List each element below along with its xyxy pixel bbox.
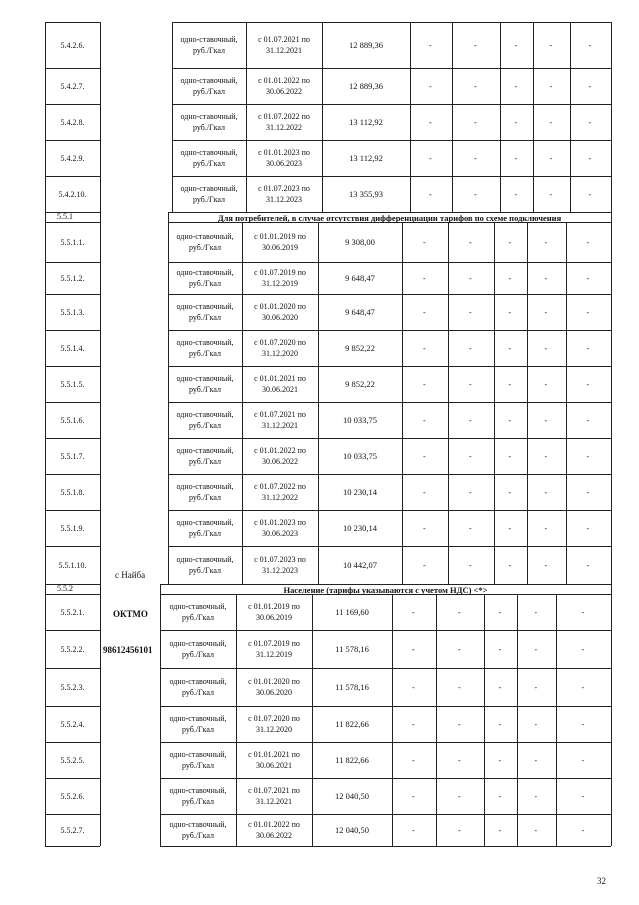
tariff-price: 13 112,92 (349, 153, 383, 163)
section-line (611, 212, 612, 222)
tariff-type: одно-ставочный, руб./Гкал (176, 518, 234, 538)
table-column-line (533, 22, 534, 212)
empty-value-dash: - (544, 524, 548, 533)
row-number: 5.4.2.9. (60, 154, 85, 163)
tariff-period: с 01.07.2020 по 31.12.2020 (254, 338, 306, 358)
tariff-price: 11 822,66 (335, 755, 369, 765)
empty-value-dash: - (469, 308, 472, 317)
empty-value-dash: - (534, 792, 538, 801)
row-number: 5.5.2.7. (60, 826, 85, 835)
table-column-line (556, 594, 557, 846)
tariff-price: 10 033,75 (343, 415, 377, 425)
tariff-type: одно-ставочный, руб./Гкал (180, 112, 238, 132)
table-row-line (172, 22, 611, 23)
empty-value-dash: - (588, 118, 592, 127)
row-number: 5.5.2.6. (60, 792, 85, 801)
empty-value-dash: - (469, 274, 472, 283)
tariff-period: с 01.07.2021 по 31.12.2021 (254, 410, 306, 430)
table-column-line (448, 222, 449, 584)
tariff-type: одно-ставочный, руб./Гкал (169, 786, 227, 806)
table-row-line (172, 176, 611, 177)
empty-value-dash: - (549, 190, 553, 199)
empty-value-dash: - (423, 344, 426, 353)
tariff-price: 10 033,75 (343, 451, 377, 461)
empty-value-dash: - (586, 488, 590, 497)
empty-value-dash: - (544, 274, 548, 283)
empty-value-dash: - (544, 561, 548, 570)
number-row-line (45, 510, 100, 511)
empty-value-dash: - (423, 524, 426, 533)
row-number: 5.5.1.9. (60, 524, 85, 533)
tariff-period: с 01.01.2022 по 30.06.2022 (254, 446, 306, 466)
tariff-price: 12 040,50 (335, 791, 369, 801)
tariff-price: 13 355,93 (349, 189, 383, 199)
tariff-price: 9 308,00 (345, 237, 375, 247)
tariff-type: одно-ставочный, руб./Гкал (169, 639, 227, 659)
empty-value-dash: - (423, 488, 426, 497)
tariff-type: одно-ставочный, руб./Гкал (176, 302, 234, 322)
empty-value-dash: - (412, 792, 415, 801)
row-number: 5.5.2.3. (60, 683, 85, 692)
empty-value-dash: - (508, 488, 512, 497)
empty-value-dash: - (534, 683, 538, 692)
empty-value-dash: - (508, 416, 512, 425)
number-row-line (45, 262, 100, 263)
empty-value-dash: - (429, 154, 432, 163)
tariff-period: с 01.01.2023 по 30.06.2023 (258, 148, 310, 168)
row-number: 5.5.1.8. (60, 488, 85, 497)
tariff-period: с 01.01.2020 по 30.06.2020 (254, 302, 306, 322)
empty-value-dash: - (581, 683, 585, 692)
empty-value-dash: - (581, 720, 585, 729)
empty-value-dash: - (423, 308, 426, 317)
tariff-type: одно-ставочный, руб./Гкал (169, 602, 227, 622)
table-column-line (436, 594, 437, 846)
tariff-period: с 01.07.2021 по 31.12.2021 (248, 786, 300, 806)
empty-value-dash: - (498, 756, 502, 765)
empty-value-dash: - (549, 82, 553, 91)
table-column-line (500, 22, 501, 212)
empty-value-dash: - (586, 274, 590, 283)
section-title: Для потребителей, в случае отсутствия дифференциации тарифов по схеме подключения (217, 213, 562, 223)
empty-value-dash: - (586, 380, 590, 389)
empty-value-dash: - (588, 82, 592, 91)
empty-value-dash: - (544, 308, 548, 317)
number-row-line (45, 176, 100, 177)
tariff-period: с 01.07.2023 по 31.12.2023 (258, 184, 310, 204)
row-number: 5.5.1.5. (60, 380, 85, 389)
empty-value-dash: - (458, 683, 461, 692)
row-number: 5.4.2.8. (60, 118, 85, 127)
row-number: 5.4.2.7. (60, 82, 85, 91)
number-row-line (45, 22, 100, 23)
empty-value-dash: - (508, 238, 512, 247)
empty-value-dash: - (469, 488, 472, 497)
tariff-price: 9 852,22 (345, 343, 375, 353)
empty-value-dash: - (586, 524, 590, 533)
empty-value-dash: - (474, 154, 477, 163)
empty-value-dash: - (498, 720, 502, 729)
table-row-line (160, 668, 611, 669)
empty-value-dash: - (429, 82, 432, 91)
empty-value-dash: - (412, 683, 415, 692)
tariff-price: 9 648,47 (345, 273, 375, 283)
empty-value-dash: - (423, 561, 426, 570)
table-row-line (160, 846, 611, 847)
empty-value-dash: - (544, 344, 548, 353)
table-row-line (172, 104, 611, 105)
tariff-period: с 01.07.2021 по 31.12.2021 (258, 35, 310, 55)
section-line (45, 594, 100, 595)
tariff-price: 11 578,16 (335, 644, 369, 654)
side-label-settlement: с Найба (115, 570, 146, 580)
number-row-line (45, 546, 100, 547)
tariff-period: с 01.07.2020 по 31.12.2020 (248, 714, 300, 734)
table-row-line (160, 630, 611, 631)
empty-value-dash: - (544, 238, 548, 247)
tariff-price: 11 822,66 (335, 719, 369, 729)
empty-value-dash: - (498, 826, 502, 835)
empty-value-dash: - (469, 238, 472, 247)
empty-value-dash: - (514, 82, 518, 91)
empty-value-dash: - (423, 416, 426, 425)
number-row-line (45, 140, 100, 141)
empty-value-dash: - (508, 524, 512, 533)
empty-value-dash: - (534, 826, 538, 835)
tariff-type: одно-ставочный, руб./Гкал (176, 374, 234, 394)
row-number: 5.5.1.1. (60, 238, 85, 247)
empty-value-dash: - (544, 452, 548, 461)
empty-value-dash: - (581, 756, 585, 765)
empty-value-dash: - (412, 608, 415, 617)
row-number: 5.5.2.5. (60, 756, 85, 765)
number-row-line (45, 366, 100, 367)
empty-value-dash: - (508, 274, 512, 283)
number-row-line (45, 104, 100, 105)
section-line (45, 222, 100, 223)
empty-value-dash: - (423, 380, 426, 389)
section-line (611, 584, 612, 594)
table-row-line (168, 474, 611, 475)
empty-value-dash: - (581, 608, 585, 617)
empty-value-dash: - (588, 41, 592, 50)
empty-value-dash: - (508, 344, 512, 353)
number-row-line (45, 742, 100, 743)
empty-value-dash: - (498, 792, 502, 801)
page-number: 32 (597, 876, 606, 886)
empty-value-dash: - (514, 118, 518, 127)
empty-value-dash: - (534, 720, 538, 729)
empty-value-dash: - (534, 645, 538, 654)
empty-value-dash: - (498, 608, 502, 617)
number-row-line (45, 778, 100, 779)
tariff-price: 10 442,07 (343, 560, 377, 570)
empty-value-dash: - (508, 380, 512, 389)
number-row-line (45, 474, 100, 475)
number-row-line (45, 438, 100, 439)
table-column-line (527, 222, 528, 584)
empty-value-dash: - (544, 488, 548, 497)
table-row-line (172, 68, 611, 69)
number-row-line (45, 402, 100, 403)
tariff-type: одно-ставочный, руб./Гкал (169, 714, 227, 734)
empty-value-dash: - (474, 118, 477, 127)
row-number: 5.5.2.1. (60, 608, 85, 617)
empty-value-dash: - (412, 645, 415, 654)
table-row-line (168, 294, 611, 295)
empty-value-dash: - (429, 41, 432, 50)
empty-value-dash: - (586, 308, 590, 317)
empty-value-dash: - (458, 645, 461, 654)
empty-value-dash: - (429, 190, 432, 199)
tariff-period: с 01.07.2023 по 31.12.2023 (254, 555, 306, 575)
empty-value-dash: - (549, 41, 553, 50)
section-title: Население (тарифы указываются с учетом НДС) <*> (283, 585, 488, 595)
number-row-line (45, 706, 100, 707)
table-row-line (168, 330, 611, 331)
table-column-line (517, 594, 518, 846)
tariff-period: с 01.01.2021 по 30.06.2021 (254, 374, 306, 394)
number-row-line (45, 630, 100, 631)
tariff-type: одно-ставочный, руб./Гкал (176, 555, 234, 575)
row-number: 5.4.2.6. (60, 41, 85, 50)
table-row-line (168, 366, 611, 367)
empty-value-dash: - (474, 41, 477, 50)
row-number: 5.5.2.4. (60, 720, 85, 729)
tariff-type: одно-ставочный, руб./Гкал (176, 446, 234, 466)
section-number: 5.5.2 (57, 584, 73, 593)
tariff-type: одно-ставочный, руб./Гкал (176, 268, 234, 288)
table-row-line (168, 510, 611, 511)
side-label-oktmo-code: 98612456101 (103, 645, 153, 655)
empty-value-dash: - (586, 344, 590, 353)
empty-value-dash: - (581, 826, 585, 835)
empty-value-dash: - (581, 792, 585, 801)
tariff-period: с 01.01.2021 по 30.06.2021 (248, 750, 300, 770)
number-row-line (45, 668, 100, 669)
tariff-type: одно-ставочный, руб./Гкал (176, 338, 234, 358)
empty-value-dash: - (581, 645, 585, 654)
row-number: 5.5.1.7. (60, 452, 85, 461)
table-column-line (611, 22, 612, 212)
row-number: 5.5.1.2. (60, 274, 85, 283)
tariff-price: 10 230,14 (343, 487, 377, 497)
table-column-line (402, 222, 403, 584)
table-row-line (160, 742, 611, 743)
empty-value-dash: - (412, 826, 415, 835)
tariff-period: с 01.01.2019 по 30.06.2019 (248, 602, 300, 622)
table-row-line (168, 262, 611, 263)
tariff-type: одно-ставочный, руб./Гкал (180, 148, 238, 168)
empty-value-dash: - (588, 154, 592, 163)
empty-value-dash: - (458, 720, 461, 729)
number-row-line (45, 330, 100, 331)
empty-value-dash: - (508, 308, 512, 317)
empty-value-dash: - (469, 524, 472, 533)
tariff-type: одно-ставочный, руб./Гкал (180, 76, 238, 96)
table-column-line (611, 222, 612, 584)
table-row-line (160, 706, 611, 707)
empty-value-dash: - (458, 756, 461, 765)
empty-value-dash: - (412, 756, 415, 765)
side-label-oktmo: ОКТМО (113, 609, 148, 619)
empty-value-dash: - (549, 154, 553, 163)
tariff-type: одно-ставочный, руб./Гкал (169, 820, 227, 840)
table-row-line (160, 778, 611, 779)
tariff-type: одно-ставочный, руб./Гкал (176, 482, 234, 502)
row-number: 5.5.1.6. (60, 416, 85, 425)
number-row-line (45, 68, 100, 69)
empty-value-dash: - (549, 118, 553, 127)
empty-value-dash: - (498, 683, 502, 692)
tariff-type: одно-ставочный, руб./Гкал (180, 35, 238, 55)
table-row-line (168, 546, 611, 547)
empty-value-dash: - (588, 190, 592, 199)
tariff-type: одно-ставочный, руб./Гкал (169, 677, 227, 697)
tariff-price: 12 889,36 (349, 40, 383, 50)
empty-value-dash: - (508, 561, 512, 570)
empty-value-dash: - (586, 452, 590, 461)
empty-value-dash: - (514, 41, 518, 50)
tariff-price: 12 889,36 (349, 81, 383, 91)
empty-value-dash: - (423, 452, 426, 461)
empty-value-dash: - (586, 561, 590, 570)
tariff-type: одно-ставочный, руб./Гкал (180, 184, 238, 204)
empty-value-dash: - (586, 416, 590, 425)
tariff-price: 11 578,16 (335, 682, 369, 692)
number-column-right-border (100, 22, 101, 846)
empty-value-dash: - (469, 344, 472, 353)
number-row-line (45, 294, 100, 295)
tariff-price: 13 112,92 (349, 117, 383, 127)
row-number: 5.5.2.2. (60, 645, 85, 654)
tariff-price: 9 852,22 (345, 379, 375, 389)
section-number: 5.5.1 (57, 212, 73, 221)
tariff-price: 9 648,47 (345, 307, 375, 317)
empty-value-dash: - (544, 416, 548, 425)
empty-value-dash: - (458, 608, 461, 617)
empty-value-dash: - (586, 238, 590, 247)
table-row-line (160, 814, 611, 815)
table-row-line (168, 438, 611, 439)
empty-value-dash: - (469, 452, 472, 461)
tariff-period: с 01.01.2023 по 30.06.2023 (254, 518, 306, 538)
table-column-line (566, 222, 567, 584)
number-row-line (45, 814, 100, 815)
empty-value-dash: - (458, 826, 461, 835)
table-column-line (452, 22, 453, 212)
empty-value-dash: - (534, 608, 538, 617)
tariff-period: с 01.01.2020 по 30.06.2020 (248, 677, 300, 697)
tariff-type: одно-ставочный, руб./Гкал (176, 410, 234, 430)
tariff-period: с 01.01.2022 по 30.06.2022 (258, 76, 310, 96)
empty-value-dash: - (469, 416, 472, 425)
empty-value-dash: - (423, 238, 426, 247)
empty-value-dash: - (412, 720, 415, 729)
tariff-type: одно-ставочный, руб./Гкал (169, 750, 227, 770)
number-row-line (45, 846, 100, 847)
empty-value-dash: - (544, 380, 548, 389)
empty-value-dash: - (458, 792, 461, 801)
table-row-line (168, 402, 611, 403)
tariff-period: с 01.07.2019 по 31.12.2019 (254, 268, 306, 288)
row-number: 5.5.1.3. (60, 308, 85, 317)
empty-value-dash: - (534, 756, 538, 765)
tariff-period: с 01.01.2022 по 30.06.2022 (248, 820, 300, 840)
table-column-line (410, 22, 411, 212)
tariff-price: 12 040,50 (335, 825, 369, 835)
tariff-period: с 01.07.2019 по 31.12.2019 (248, 639, 300, 659)
tariff-period: с 01.07.2022 по 31.12.2022 (254, 482, 306, 502)
empty-value-dash: - (514, 190, 518, 199)
empty-value-dash: - (429, 118, 432, 127)
table-column-line (484, 594, 485, 846)
table-column-line (611, 594, 612, 846)
table-column-line (392, 594, 393, 846)
row-number: 5.4.2.10. (58, 190, 87, 199)
empty-value-dash: - (469, 561, 472, 570)
tariff-price: 11 169,60 (335, 607, 369, 617)
empty-value-dash: - (514, 154, 518, 163)
tariff-period: с 01.07.2022 по 31.12.2022 (258, 112, 310, 132)
empty-value-dash: - (469, 380, 472, 389)
table-column-line (494, 222, 495, 584)
row-number: 5.5.1.10. (58, 561, 87, 570)
table-column-line (570, 22, 571, 212)
row-number: 5.5.1.4. (60, 344, 85, 353)
empty-value-dash: - (498, 645, 502, 654)
empty-value-dash: - (423, 274, 426, 283)
tariff-period: с 01.01.2019 по 30.06.2019 (254, 232, 306, 252)
empty-value-dash: - (508, 452, 512, 461)
empty-value-dash: - (474, 190, 477, 199)
tariff-type: одно-ставочный, руб./Гкал (176, 232, 234, 252)
tariff-price: 10 230,14 (343, 523, 377, 533)
empty-value-dash: - (474, 82, 477, 91)
table-row-line (172, 140, 611, 141)
